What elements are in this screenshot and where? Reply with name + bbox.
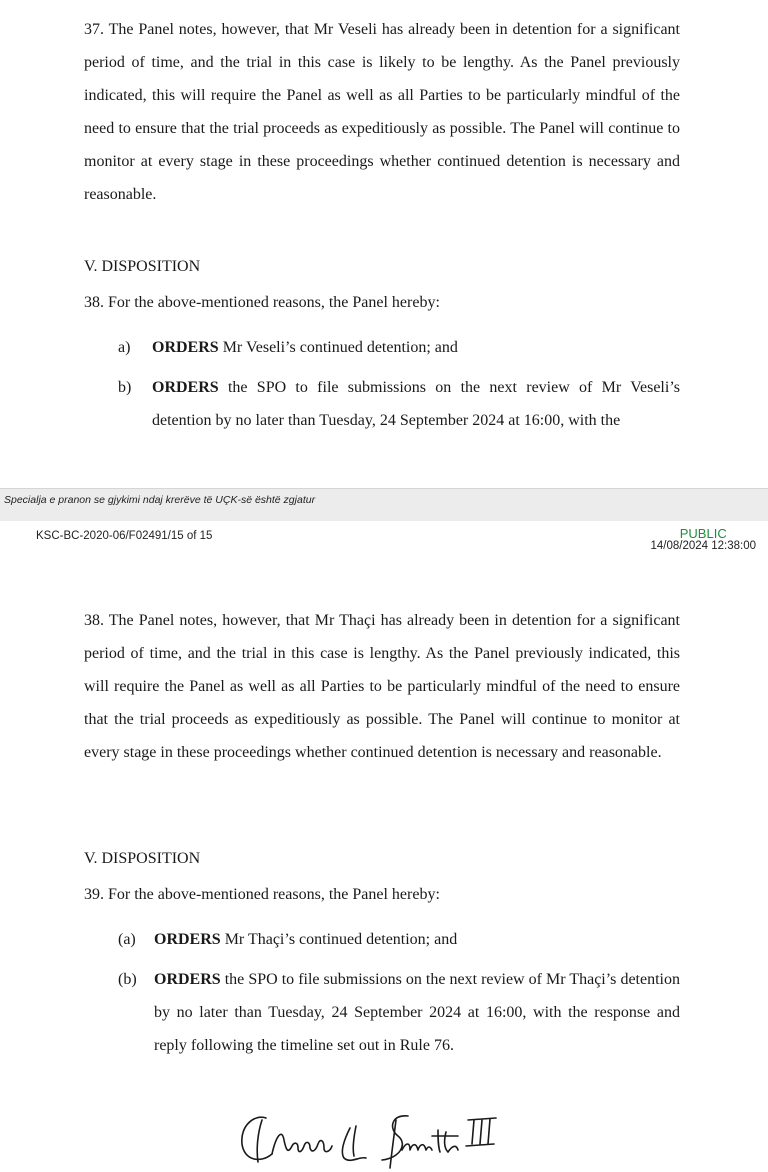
paragraph-38: 38. The Panel notes, however, that Mr Thaçi has already been in detention for a significant period of time, and the trial in this case is lengthy. As the Panel previously indicated, this will require the Panel as well as all Parties to be particularly mindful of the need to ensure that the trial proceeds as expeditiously as possible. The Panel will continue to monitor at every stage in these proceedings whether continued detention is necessary and reasonable. [84, 612, 680, 761]
order-item-a [118, 923, 680, 956]
paragraph-37: 37. The Panel notes, however, that Mr Veseli has already been in detention for a significant period of time, and the trial in this case is likely to be lengthy. As the Panel previously indicated, this will require the Panel as well as all Parties to be particularly mindful of the need to ensure that the trial proceeds as expeditiously as possible. The Panel will continue to monitor at every stage in these proceedings whether continued detention is necessary and reasonable. [84, 21, 680, 203]
caption-text: Specialja e pranon se gjykimi ndaj krerëve të UÇK-së është zgjatur [4, 494, 316, 506]
document-page-bottom [0, 520, 768, 1172]
caption-banner [0, 488, 768, 521]
document-id: KSC-BC-2020-06/F02491/15 of 15 [36, 530, 213, 542]
handwritten-signature [232, 1106, 532, 1172]
public-date: 14/08/2024 12:38:00 [650, 540, 756, 552]
item-body: the SPO to file submissions on the next review of Mr Veseli’s detention by no later than Tuesday, 24 September 2024 at 16:00, with the [152, 379, 680, 429]
item-text [154, 923, 680, 956]
public-label: PUBLIC [679, 526, 727, 541]
section-heading-disposition: V. DISPOSITION [84, 850, 201, 867]
public-stamp [650, 527, 756, 553]
item-marker: b) [118, 379, 132, 396]
item-text [154, 963, 680, 1062]
paragraph-38-intro: 38. For the above-mentioned reasons, the Panel hereby: [84, 294, 440, 311]
section-heading-disposition: V. DISPOSITION [84, 258, 201, 275]
item-body: Mr Thaçi’s continued detention; and [220, 931, 458, 948]
document-page-top [0, 0, 768, 488]
item-keyword: ORDERS [152, 339, 219, 356]
item-keyword: ORDERS [152, 379, 219, 396]
item-marker: (a) [118, 931, 136, 948]
item-keyword: ORDERS [154, 931, 221, 948]
item-body: the SPO to file submissions on the next review of Mr Thaçi’s detention by no later than Tuesday, 24 September 2024 at 16:00, with the response and reply following the timeline set out in Rule 76. [154, 971, 680, 1054]
order-item-a [118, 331, 680, 364]
item-text [152, 331, 680, 364]
order-item-b [118, 371, 680, 441]
item-body: Mr Veseli’s continued detention; and [218, 339, 458, 356]
paragraph-39-intro: 39. For the above-mentioned reasons, the Panel hereby: [84, 886, 440, 903]
item-keyword: ORDERS [154, 971, 221, 988]
item-marker: a) [118, 339, 131, 356]
item-text [152, 371, 680, 437]
item-marker: (b) [118, 971, 137, 988]
order-item-b [118, 963, 680, 1063]
